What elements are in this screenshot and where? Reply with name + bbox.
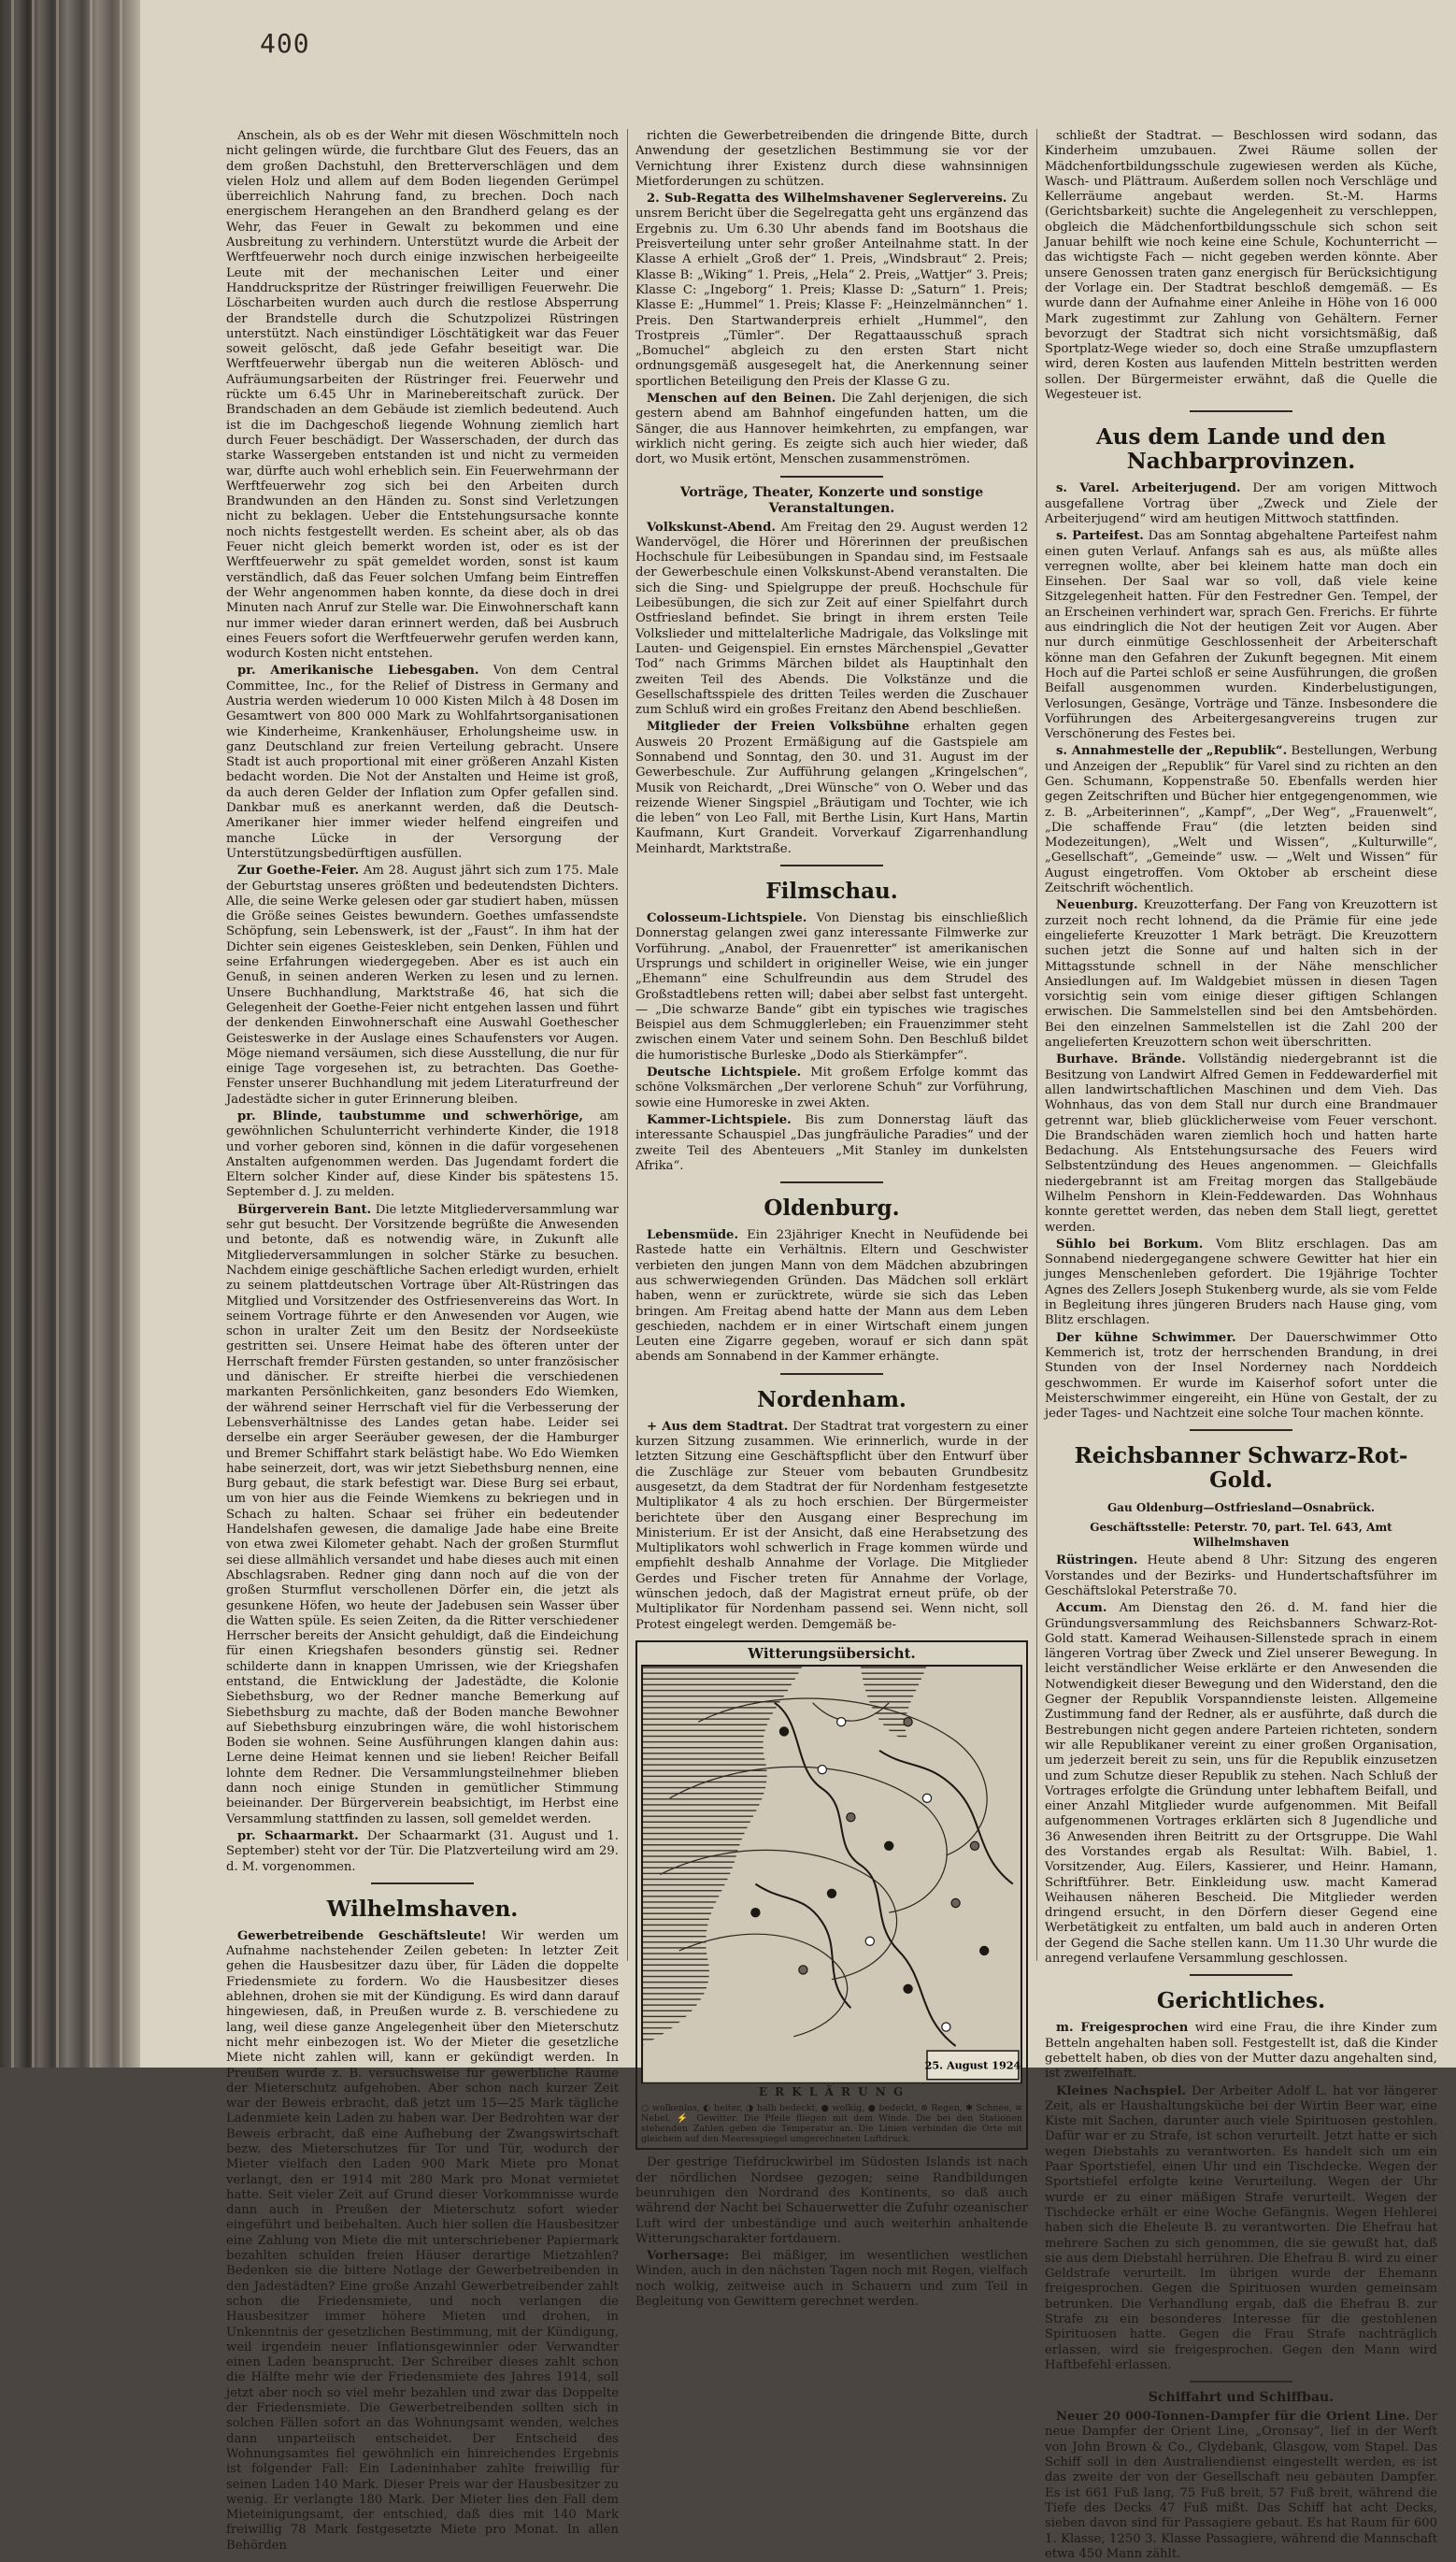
article-text: wird eine Frau, die ihre Kinder zum Betteln angehalten haben soll. Festgestellt ist, daß die Kinder gebettelt haben, ob dies von der Mutter dazu angehalten sind, ist zweifelhaft. bbox=[1045, 2021, 1437, 2082]
article-text: Wir werden um Aufnahme nachstehender Zeilen gebeten: In letzter Zeit gehen die Hausbesitzer dazu über, für Läden die doppelte Friedensmiete zu fordern. Wo die Hausbesitzer dieses ablehnen, drohen sie mit der Kündigung. Es wird dann darauf hingewiesen, daß, in Preußen wurde z. B. verschiedene zu lang, weil diese ganze Angelegenheit über den Mieterschutz nicht mehr einbezogen ist. Wo der Mieter die gesetzliche Miete nicht zahlen will, kann er gekündigt werden. In Preußen wurde z. B. versuchsweise für gewerbliche Räume der Mieterschutz aufgehoben. Aber schon nach kurzer Zeit war der Beweis erbracht, daß jetzt um 15—25 Mark tägliche Ladenmiete kein Laden zu haben war. Der Bedrohten war der Beweis erbracht, daß eine Aufhebung der Zwangswirtschaft bezw. des Mieterschutzes für Tor und Tür, wodurch der Mieter vielfach den Laden 900 Mark Miete pro Monat verlangt, den er 1914 mit 280 Mark pro Monat vermietet hatte. Seit vieler Zeit auf Grund dieser Vorkommnisse wurde dann auch in Preußen der Mieterschutz sofort wieder eingeführt und beibehalten. Auch hier sollen die Hausbesitzer eine Zahlung von Miete die mit unterschriebener Papiermark bezahlten schulden freien Häuser derartige Mietzahlen? Bedenken sie die bittere Notlage der Gewerbetreibenden in den Jadestädten? Eine große Anzahl Gewerbetreibender zahlt schon die Friedensmiete, und noch verlangen die Hausbesitzer immer höhere Mieten und drohen, in Unkenntnis der gesetzlichen Bestimmung, mit der Kündigung, weil irgendein neuer Inflationsgewinnler oder Verwandter einen Laden beansprucht. Der Schreiber dieses zahlt schon die Hälfte mehr wie der Friedensmiete des Jahres 1914, soll jetzt aber noch so viel mehr bezahlen und zwar das Doppelte der Friedensmiete. Die Gewerbetreibenden sollten sich in solchen Fällen sofort an das Wohnungsamt wenden, welches dann unparteiisch entscheidet. Der Entscheid des Wohnungsamtes fiel gewöhnlich ein hinreichendes Ergebnis ist folgender Fall: Ein Ladeninhaber zahlte freiwillig für seinen Laden 140 Mark. Dieser Preis war der Hausbesitzer zu wenig. Er verlangte 180 Mark. Der Mieter lies den Fall dem Mieteinigungsamt, der entschied, daß dies mit 140 Mark freiwillig 78 Mark festgesetzte Miete pro Monat. In allen Behörden bbox=[226, 1928, 619, 2553]
article-lead: pr. Schaarmarkt. bbox=[237, 1828, 359, 1843]
article-paragraph bbox=[1045, 1553, 1437, 1599]
column-rule bbox=[627, 129, 628, 1961]
article-text: Von Dienstag bis einschließlich Donnerstag gelangen zwei ganz interessante Filmwerke zur Vorführung. „Anabol, der Frauenretter“ ist amerikanischen Ursprungs und schildert in origineller Weise, wie ein junger „Ehemann“ eine Schulfreundin aus dem Strudel des Großstadtlebens retten will; dabei aber selbst fast untergeht. — „Die schwarze Bande“ gibt ein typisches wie tragisches Beispiel aus dem Schmugglerleben; ein Frauenzimmer steht zwischen einem Vater und seinem Sohn. Den Beschluß bildet die humoristische Burleske „Dodo als Stierkämpfer“. bbox=[635, 911, 1029, 1063]
subsection-heading: Vorträge, Theater, Konzerte und sonstige Veranstaltungen. bbox=[679, 484, 984, 516]
article-lead: Rüstringen. bbox=[1056, 1553, 1138, 1568]
section-divider bbox=[780, 1181, 883, 1183]
article-paragraph bbox=[1045, 1601, 1437, 1967]
article-paragraph bbox=[226, 864, 619, 1108]
section-divider bbox=[1190, 2381, 1292, 2383]
article-lead: Burhave. Brände. bbox=[1056, 1052, 1186, 1067]
article-paragraph bbox=[635, 1113, 1028, 1174]
subsection-heading: Schiffahrt und Schiffbau. bbox=[1148, 2390, 1335, 2406]
section-heading: Wilhelmshaven. bbox=[326, 1896, 519, 1922]
weather-station-marker bbox=[799, 1966, 807, 1974]
column-2 bbox=[635, 129, 1029, 2309]
article-paragraph bbox=[1045, 481, 1437, 527]
book-binding bbox=[0, 0, 140, 2068]
article-lead: pr. Blinde, taubstumme und schwerhörige, bbox=[237, 1109, 584, 1124]
article-lead: Gewerbetreibende Geschäftsleute! bbox=[237, 1928, 487, 1943]
article-paragraph bbox=[635, 1228, 1028, 1366]
article-lead: + Aus dem Stadtrat. bbox=[647, 1419, 789, 1434]
article-paragraph bbox=[635, 2249, 1028, 2310]
article-text: Bei mäßiger, im wesentlichen westlichen Winden, auch in den nächsten Tagen noch mit Regen, vielfach noch wolkig, zeitweise auch in Schauern und zum Teil in Begleitung von Gewittern gerechnet werden. bbox=[635, 2249, 1028, 2309]
article-paragraph bbox=[1045, 1052, 1437, 1236]
article-lead: Menschen auf den Beinen. bbox=[647, 392, 836, 407]
article-lead: Neuenburg. bbox=[1056, 898, 1138, 913]
article-text: Mit großem Erfolge kommt das schöne Volksmärchen „Der verlorene Schuh“ zur Vorführung, sowie eine Humoreske in zwei Akten. bbox=[635, 1066, 1028, 1110]
article-lead: Accum. bbox=[1056, 1601, 1107, 1616]
article-paragraph bbox=[635, 1420, 1028, 1633]
weather-station-marker bbox=[970, 1841, 978, 1850]
article-text: Anschein, als ob es der Wehr mit diesen Wöschmitteln noch nicht gelingen würde, die furchtbare Glut des Feuers, das an dem großen Dachstuhl, den Bretterverschlägen und dem vielen Holz und allem auf dem Boden liegenden Gerümpel überreichlich Nahrung fand, zu brechen. Doch nach energischem Herangehen an den Brandherd gelang es der Wehr, das Feuer in Gewalt zu bekommen und eine Ausbreitung zu verhindern. Unterstützt wurde die Arbeit der Werftfeuerwehr noch durch einige inzwischen herbeigeeilte Leute mit der mechanischen Leiter und einer Handdruckspritze der Rüstringer freiwilligen Feuerwehr. Die Löscharbeiten wurden auch durch die restlose Absperrung der Brandstelle durch die Schutzpolizei Rüstringen unterstützt. Nach einstündiger Löschtätigkeit war das Feuer soweit gelöscht, daß jede Gefahr beseitigt war. Die Werftfeuerwehr übergab nun die weiteren Ablösch- und Aufräumungsarbeiten der Rüstringer frei. Feuerwehr und rückte um 6.45 Uhr in Marinebereitschaft zurück. Der Brandschaden an dem Gebäude ist ziemlich bedeutend. Auch ist die im Dachgeschoß liegende Wohnung ziemlich hart durch Feuer beschädigt. Der Wasserschaden, der durch das starke Wassergeben entstanden ist und nicht zu vermeiden war, dürfte auch wohl erheblich sein. Ein Feuerwehrmann der Werftfeuerwehr zog sich bei den Arbeiten durch Brandwunden an den Händen zu. Sonst sind Verletzungen nicht zu beklagen. Ueber die Entstehungsursache konnte noch nichts festgestellt werden. Es scheint aber, als ob das Feuer nicht gleich bemerkt worden ist, oder es ist der Werftfeuerwehr zu spät gemeldet worden, sonst ist kaum verständlich, daß das Feuer solchen Umfang beim Eintreffen der Wehr angenommen haben konnte, da diese doch in drei Minuten nach Anruf zur Stelle war. Die Einwohnerschaft kann nur immer wieder daran erinnert werden, daß bei Ausbruch eines Feuers sofort die Werftfeuerwehr gerufen werden kann, wodurch Kosten nicht entstehen. bbox=[226, 129, 619, 662]
section-heading: Oldenburg. bbox=[764, 1195, 900, 1222]
binding-sheet bbox=[120, 0, 122, 2068]
article-text: Von dem Central Committee, Inc., for the Relief of Distress in Germany and Austria werden wiederum 10 000 Kisten Milch à 48 Dosen im Gesamtwert von 800 000 Mark zu Wohlfahrtsorganisationen wie Kinderheime, Krankenhäuser, Erholungsheime usw. in ganz Deutschland zur freien Verteilung gebracht. Unsere Stadt ist auch proportional mit einer größeren Anzahl Kisten bedacht worden. Die Not der Anstalten und Heime ist groß, da auch deren Gelder der Inflation zum Opfer gefallen sind. Dankbar muß es anerkannt werden, daß die Deutsch-Amerikaner hier immer wieder helfend eingreifen und manche Lücke in der Versorgung der Unterstützungsbedürftigen ausfüllen. bbox=[226, 664, 619, 861]
weather-station-marker bbox=[865, 1937, 874, 1945]
article-lead: Mitglieder der Freien Volksbühne bbox=[647, 720, 910, 735]
weather-map bbox=[635, 1640, 1028, 2150]
binding-sheet bbox=[56, 0, 59, 2068]
weather-station-marker bbox=[779, 1727, 788, 1736]
article-text: Bis zum Donnerstag läuft das interessante Schauspiel „Das jungfräuliche Paradies“ und der zweite Teil des Abenteuers „Mit Stanley im dunkelsten Afrika“. bbox=[635, 1112, 1028, 1173]
section-subline: Gau Oldenburg—Ostfriesland—Osnabrück. bbox=[1106, 1501, 1376, 1515]
binding-sheet bbox=[11, 0, 14, 2068]
article-lead: 2. Sub-Regatta des Wilhelmshavener Seglervereins. bbox=[647, 192, 1007, 207]
weather-station-marker bbox=[980, 1947, 989, 1955]
article-text: Das am Sonntag abgehaltene Parteifest nahm einen guten Verlauf. Anfangs sah es aus, als müßte alles verregnen wollte, aber bei kleinem hatte man doch ein Einsehen. Der Saal war so voll, daß viele keine Sitzgelegenheit hatten. Für den Festredner Gen. Tempel, der an Erscheinen verhindert war, sprach Gen. Frerichs. Er führte aus eindringlich die Not der heutigen Zeit vor Augen. Aber nur durch einmütige Geschlossenheit der Arbeiterschaft könne man den Gefahren der Zukunft begegnen. Mit einem Hoch auf die Partei schloß er seine Ausführungen, die großen Beifall ausgenommen wurden. Kinderbelustigungen, Verlosungen, Gesänge, Vorträge und Tänze. Insbesondere die Vorführungen des Arbeitergesangvereins trugen zur Verschönerung des Festes bei. bbox=[1045, 529, 1437, 742]
article-lead: Lebensmüde. bbox=[647, 1228, 739, 1243]
article-text: Die Zahl derjenigen, die sich gestern abend am Bahnhof eingefunden hatten, um die Sänger, die aus Hannover heimkehrten, zu empfangen, war wirklich nicht gering. Es zeigte sich auch hier wieder, daß dort, wo Musik ertönt, Menschen zusammenströmen. bbox=[635, 392, 1028, 467]
article-text: Kreuzotterfang. Der Fang von Kreuzottern ist zurzeit noch recht lohnend, da die Prämie für eine jede eingelieferte Kreuzotter 1 Mark beträgt. Die Kreuzottern suchen jetzt die Sonne auf und halten sich in der Mittagsstunde schnell in der Nähe menschlicher Ansiedlungen auf. Im Waldgebiet müssen in diesen Tagen vorsichtig sein vom einige dieser giftigen Schlangen erwischen. Die Sammelstellen sind bei den Amtsbehörden. Bei den einzelnen Sammelstellen ist die Zahl 200 der angelieferten Kreuzottern schon weit überschritten. bbox=[1045, 898, 1437, 1051]
page-number: 400 bbox=[260, 28, 310, 59]
article-text: Ein 23jähriger Knecht in Neufüdende bei Rastede hatte ein Verhältnis. Eltern und Geschwister verbieten den jungen Mann von dem Mädchen abzubringen aus schwerwiegenden Gründen. Das Mädchen soll erklärt haben, wenn er zurücktrete, würde sie sich das Leben bringen. Am Freitag abend hatte der Mann aus dem Leben geschieden, nachdem er in einer Wirtschaft einem jungen Leuten eine Zigarre gegeben, worauf er sich dann spät abends am Sonnabend in der Kammer erhängte. bbox=[635, 1228, 1028, 1365]
article-text: Der am vorigen Mittwoch ausgefallene Vortrag über „Zweck und Ziele der Arbeiterjugend“ wird am heutigen Mittwoch stattfinden. bbox=[1045, 481, 1437, 526]
weather-map-title: Witterungsübersicht. bbox=[748, 1644, 916, 1662]
article-text: Der Arbeiter Adolf L. hat vor längerer Zeit, als er Haushaltungsküche bei der Wirtin Beer war, eine Kiste mit Sachen, darunter auch viele Spirituosen gestohlen. Dafür war er zu Strafe, ist schon verurteilt. Jetzt hatte er sich wegen Diebstahls zu verantworten. Es handelt sich um ein Paar Sportstiefel, einen Uhr und ein Tischdecke. Wegen der Sportstiefel erfolgte keine Verurteilung. Wegen der Uhr wurde er zu einer mäßigen Strafe verurteilt. Wegen der Tischdecke erhält er eine Woche Gefängnis. Wegen Hehlerei haben sich die Eheleute B. zu verantworten. Die Ehefrau hat mehrere Sachen zu sich genommen, die sie gewußt hat, daß sie aus dem Diebstahl herrühren. Die Ehefrau B. wird zu einer Geldstrafe verurteilt. Im übrigen wurde der Ehemann freigesprochen. Gegen die Spirituosen wurden gemeinsam betrunken. Die Verhandlung ergab, daß die Ehefrau B. zur Strafe zu ein besonderes Interesse für die gestohlenen Spirituosen hatte. Gegen die Frau Strafe nachträglich erlassen, wird sie freigesprochen. Gegen den Mann wird Haftbefehl erlassen. bbox=[1045, 2083, 1437, 2372]
sea-area bbox=[641, 1665, 803, 2046]
article-paragraph bbox=[635, 129, 1028, 190]
article-text: Der Dauerschwimmer Otto Kemmerich ist, trotz der herrschenden Brandung, in drei Stunden von der Insel Norderney nach Norddeich geschwommen. Er wurde im Kaiserhof sofort unter die Meisterschwimmer eingereiht, ein Hüne von Gestalt, der zu jeder Tages- und Nachtzeit eine solche Tour machen könnte. bbox=[1045, 1330, 1437, 1422]
article-lead: Colosseum-Lichtspiele. bbox=[647, 911, 807, 926]
article-text: richten die Gewerbetreibenden die dringende Bitte, durch Anwendung der gesetzlichen Bestimmung sie vor der Vernichtung ihrer Existenz durch diese wahnsinnigen Mietforderungen zu schützen. bbox=[635, 129, 1028, 189]
article-lead: m. Freigesprochen bbox=[1056, 2021, 1189, 2036]
article-lead: Zur Goethe-Feier. bbox=[237, 864, 360, 879]
article-lead: Sühlo bei Borkum. bbox=[1056, 1237, 1204, 1252]
section-heading: Aus dem Lande und den Nachbarprovinzen. bbox=[1095, 424, 1387, 475]
article-text: Vom Blitz erschlagen. Das am Sonnabend niedergegangene schwere Gewitter hat hier ein junges Menschenleben gefordert. Die 19jährige Tochter Agnes des Zellers Joseph Stukenberg wurde, als sie vom Felde in Begleitung ihres jüngeren Bruders nach Hause ging, vom Blitz erschlagen. bbox=[1045, 1237, 1437, 1328]
article-lead: Bürgerverein Bant. bbox=[237, 1202, 372, 1217]
coastline bbox=[755, 1884, 850, 2009]
article-lead: Deutsche Lichtspiele. bbox=[647, 1066, 802, 1081]
article-paragraph bbox=[635, 521, 1028, 719]
weather-station-marker bbox=[837, 1718, 846, 1726]
article-paragraph bbox=[226, 129, 619, 662]
article-paragraph bbox=[226, 1203, 619, 1827]
weather-station-marker bbox=[904, 1718, 912, 1726]
article-lead: s. Varel. Arbeiterjugend. bbox=[1056, 481, 1241, 496]
map-date-label: 25. August 1924 bbox=[924, 2058, 1021, 2072]
article-paragraph bbox=[1045, 744, 1437, 896]
weather-station-marker bbox=[818, 1766, 826, 1774]
article-lead: Kleines Nachspiel. bbox=[1056, 2083, 1187, 2098]
section-divider bbox=[1190, 1429, 1292, 1431]
binding-sheet bbox=[32, 0, 35, 2068]
map-legend-text: ○ wolkenlos, ◐ heiter, ◑ halb bedeckt, ● wolkig, ● bedeckt, ⊗ Regen, ✱ Schnee, ≡ Nebel, ⚡ Gewitter. Die Pfeile fliegen mit dem Winde. Die bei den Stationen stehenden Zahlen geben die Temperatur an. Die Linien verbinden die Orte mit gleichem auf den Meeresspiegel umgerechneten Luftdruck. bbox=[641, 2103, 1022, 2145]
article-text: Am 28. August jährt sich zum 175. Male der Geburtstag unseres größten und bedeutendsten Dichters. Alle, die seine Werke gelesen oder gar studiert haben, müssen die Größe seines Geistes bewundern. Goethes umfassendste Schöpfung, sein Lebenswerk, ist der „Faust“. In ihm hat der Dichter sein eigenes Geisteskleben, sein Denken, Fühlen und seine Erfahrungen wiedergegeben. Aber es ist auch ein Genuß, in seinen anderen Werken zu lesen und zu lernen. Unsere Buchhandlung, Marktstraße 46, hat sich die Gelegenheit der Goethe-Feier nicht entgehen lassen und führt der denkenden Einwohnerschaft eine Auswahl Goethescher Geisteswerke in der Auslage eines Schaufensters vor Augen. Möge niemand versäumen, sich diese Ausstellung, die nur für einige Tage vorgesehen ist, zu betrachten. Das Goethe-Fenster unserer Buchhandlung mit jedem Literaturfreund der Jadestädte sicher in guter Erinnerung bleiben. bbox=[226, 864, 619, 1107]
article-text: Die letzte Mitgliederversammlung war sehr gut besucht. Der Vorsitzende begrüßte die Anwesenden und betonte, daß es notwendig wäre, in Zukunft alle Mitgliederversammlungen in solcher Stärke zu besuchen. Nachdem einige geschäftliche Sachen erledigt wurden, erhielt zu seinem plattdeutschen Vortrage über Alt-Rüstringen das Mitglied und Vorsitzender des Ostfriesenvereins das Wort. In seinem Vortrage führte er den Anwesenden vor Augen, wie schon in uralter Zeit um den Besitz der Nordseeküste gestritten sei. Unsere Heimat habe des öfteren unter der Herrschaft fremder Fürsten gestanden, so unter französischer und dänischer. Er streifte hierbei die verschiedenen markanten Persönlichkeiten, ganz besonders Edo Wiemken, der während seiner Herrschaft viel für die Verbesserung der Lebensverhältnisse des Landes getan habe. Leider sei derselbe ein arger Seeräuber gewesen, der die Hamburger und Bremer Schiffahrt stark belästigt habe. Wo Edo Wiemken habe seinerzeit, dort, was wir jetzt Siebethsburg nennen, eine Burg gebaut, die stark befestigt war. Diese Burg sei erbaut, um von hier aus die Feinde Wiemkens zu bekriegen und in Schach zu halten. Schaar sei früher ein bedeutender Handelshafen gewesen, die damalige Jade habe eine Breite von etwa zwei Kilometer gehabt. Nach der großen Sturmflut sei diese allmählich versandet und habe dieses auch mit einen Abschlagsraben. Redner ging dann noch auf die von der großen Sturmflut verschollenen Dörfer ein, die jetzt als gesunkene Höfen, wo heute der Jadebusen sein Wasser über die Watten spüle. Es seien Zeiten, da die Ritter verschiedener Herrscher bereits der Ansicht gehuldigt, daß die Eindeichung für einen Kriegshafen besonders günstig sei. Redner schilderte dann in knappen Umrissen, wie der Kriegshafen entstand, die Entwicklung der Jadestädte, die Kolonie Siebethsburg, wo der Redner manche Bemerkung auf Siebethsburg zu machte, daß der Boden manche Bewohner auf Siebethsburg einzubringen wäre, die wohl historischem Boden sie wohnen. Seine Ausführungen klangen dahin aus: Lerne deine Heimat kennen und sie lieben! Reicher Beifall lohnte dem Redner. Die Versammlungsteilnehmer blieben dann noch einige Stunden in gemütlicher Stimmung beieinander. Der Bürgerverein beabsichtigt, im Herbst eine Versammlung stattfinden zu lassen, soll gemeldet werden. bbox=[226, 1202, 619, 1826]
article-paragraph bbox=[1045, 1238, 1437, 1329]
weather-map-chart bbox=[641, 1665, 1022, 2084]
article-lead: s. Parteifest. bbox=[1056, 529, 1144, 544]
section-divider bbox=[780, 476, 883, 478]
weather-station-marker bbox=[942, 2023, 950, 2031]
binding-sheet bbox=[90, 0, 93, 2068]
article-text: Bestellungen, Werbung und Anzeigen der „Republik“ für Varel sind zu richten an den Gen. Schumann, Koppenstraße 50. Ebenfalls werden hier gegen Zeitschriften und Bücher hier entgegengenommen, wie z. B. „Arbeiterinnen“, „Kampf“, „Der Weg“, „Frauenwelt“, „Die schaffende Frau“ (die letzten beiden sind Modezeitungen), „Welt und Wissen“, „Kulturwille“, „Gesellschaft“, „Gemeinde“ usw. — „Welt und Wissen“ für August eingetroffen. Vom Oktober ab erscheint diese Zeitschrift wöchentlich. bbox=[1045, 744, 1437, 896]
weather-station-marker bbox=[922, 1794, 931, 1802]
article-lead: Neuer 20 000-Tonnen-Dampfer für die Orient Line. bbox=[1056, 2410, 1410, 2425]
article-text: Heute abend 8 Uhr: Sitzung des engeren Vorstandes und der Bezirks- und Hundertschaftsführer im Geschäftslokal Peterstraße 70. bbox=[1045, 1553, 1437, 1598]
sea-area bbox=[861, 1665, 927, 1741]
article-paragraph bbox=[1045, 2084, 1437, 2374]
section-subline: Geschäftsstelle: Peterstr. 70, part. Tel. 643, Amt Wilhelmshaven bbox=[1090, 1520, 1392, 1550]
article-paragraph bbox=[635, 1066, 1028, 1111]
article-paragraph bbox=[635, 2155, 1028, 2247]
article-paragraph bbox=[1045, 2021, 1437, 2082]
article-text: Zu unsrem Bericht über die Segelregatta geht uns ergänzend das Ergebnis zu. Um 6.30 Uhr abends fand im Bootshaus die Preisverteilung unter sehr großer Anteilnahme statt. In der Klasse A erhielt „Groß der“ 1. Preis, „Windsbraut“ 2. Preis; Klasse B: „Wiking“ 1. Preis, „Hela“ 2. Preis, „Wattjer“ 3. Preis; Klasse C: „Ingeborg“ 1. Preis; Klasse D: „Saturn“ 1. Preis; Klasse E: „Hummel“ 1. Preis; Klasse F: „Heinzelmännchen“ 1. Preis. Den Startwanderpreis erhielt „Hummel“, den Trostpreis „Tümler“. Der Regattaausschuß sprach „Bomuchel“ abgleich zu den ersten Start nicht ordnungsgemäß ausgesegelt hat, die Anerkennung seiner sportlichen Beteiligung den Preis der Klasse G zu. bbox=[635, 192, 1028, 389]
weather-station-marker bbox=[951, 1899, 960, 1908]
weather-station-marker bbox=[885, 1841, 893, 1850]
article-text: Am Freitag den 29. August werden 12 Wandervögel, die Hörer und Hörerinnen der preußischen Hochschule für Leibesübungen in Spandau sind, im Festsaale der Gewerbeschule einen Volkskunst-Abend veranstalten. Die sich die Sing- und Spielgruppe der preuß. Hochschule für Leibesübungen, die sich zur Zeit auf einer Spielfahrt durch Ostfriesland befindet. Sie bringt in ihrem ersten Teile Volkslieder und mittelalterliche Madrigale, das Volkslinge mit Lauten- und Geigenspiel. Ein ernstes Märchenspiel „Gevatter Tod“ nach Grimms Märchen bildet als Hauptinhalt den zweiten Teil des Abends. Die Volkstänze und die Gesellschaftsspiele des dritten Teiles werden die Zuschauer zum Schluß wird ein großes Freitanz den Abend beschließen. bbox=[635, 520, 1028, 718]
article-text: Vollständig niedergebrannt ist die Besitzung von Landwirt Alfred Gemen in Feddewarderfiel mit allen landwirtschaftlichen Maschinen und dem Vieh. Das Wohnhaus, das von dem Stall nur durch eine Brandmauer getrennt war, blieb glücklicherweise vom Feuer verschont. Die Brandschäden waren ziemlich hoch und hatten harte Bedachung. Als Entstehungsursache des Feuers wird Selbstentzündung des Heues angenommen. — Gleichfalls niedergebrannt ist am Freitag morgen das Stallgebäude Wilhelm Penshorn in Klein-Feddewarden. Das Wohnhaus konnte gerettet werden, das neben dem Stall liegt, gerettet werden. bbox=[1045, 1052, 1437, 1235]
section-divider bbox=[1190, 1974, 1292, 1976]
article-text: Der Schaarmarkt (31. August und 1. September) steht vor der Tür. Die Platzverteilung wird am 29. d. M. vorgenommen. bbox=[226, 1828, 619, 1874]
article-text: schließt der Stadtrat. — Beschlossen wird sodann, das Kinderheim umzubauen. Zwei Räume sollen der Mädchenfortbildungsschule zugewiesen werden als Küche, Wasch- und Plättraum. Außerdem sollen noch Verschläge und Kellerräume angebaut werden. St.-M. Harms (Gerichtsbarkeit) suchte die Angelegenheit zu verschleppen, obgleich die Mädchenfortbildungsschule sich schon seit Januar behilft wie noch keine eine Schule, Kochunterricht — das wichtigste Fach — nicht gegeben werden könnte. Aber unsere Genossen traten ganz energisch für Berücksichtigung der Vorlage ein. Der Stadtrat beschloß demgemäß. — Es wurde dann der Aufnahme einer Anleihe in Höhe von 16 000 Mark zugestimmt zur Zahlung von Gehältern. Ferner bevorzugt der Stadtrat sich nicht vorsichtsmäßig, daß Sportplatz-Wege wieder so, doch eine Straße umzupflastern wird, deren Kosten aus laufenden Mitteln bestritten werden sollen. Der Bürgermeister erwähnt, daß die Quelle die Wegesteuer ist. bbox=[1045, 129, 1437, 403]
article-lead: s. Annahmestelle der „Republik“. bbox=[1056, 744, 1288, 759]
article-paragraph bbox=[635, 720, 1028, 857]
article-paragraph bbox=[1045, 2410, 1437, 2562]
weather-station-marker bbox=[904, 1984, 912, 1993]
section-heading: Gerichtliches. bbox=[1156, 1988, 1326, 2014]
article-paragraph bbox=[226, 664, 619, 862]
article-text: erhalten gegen Ausweis 20 Prozent Ermäßigung auf die Gastspiele am Sonnabend und Sonntag, den 30. und 31. August im der Gewerbeschule. Zur Aufführung gelangen „Kringelschen“, Musik von Reichardt, „Drei Wünsche“ von O. Weber und das reizende Wiener Singspiel „Bräutigam und Tochter, wie ich die leben“ von Leo Fall, mit Berthe Lisin, Kurt Hans, Martin Kaufmann, Kurt Grandeit. Vorverkauf Zigarrenhandlung Meinhardt, Marktstraße. bbox=[635, 720, 1028, 856]
article-paragraph bbox=[635, 392, 1028, 467]
article-paragraph bbox=[635, 192, 1028, 390]
article-paragraph bbox=[226, 1829, 619, 1875]
article-lead: Kammer-Lichtspiele. bbox=[647, 1112, 792, 1127]
article-lead: Vorhersage: bbox=[647, 2249, 730, 2264]
section-heading: Nordenham. bbox=[757, 1386, 906, 1412]
column-1 bbox=[226, 129, 619, 2553]
article-paragraph bbox=[1045, 529, 1437, 742]
weather-station-marker bbox=[827, 1889, 835, 1897]
article-lead: pr. Amerikanische Liebesgaben. bbox=[237, 664, 479, 679]
column-rule bbox=[1036, 129, 1037, 1961]
article-paragraph bbox=[226, 1109, 619, 1201]
article-text: Am Dienstag den 26. d. M. fand hier die Gründungsversammlung des Reichsbanners Schwarz-Rot-Gold statt. Kamerad Weihausen-Sillenstede sprach in einem längeren Vortrag über Zweck und Ziel unserer Bewegung. In leicht verständlicher Weise erklärte er den Anwesenden die Notwendigkeit dieser Bewegung und den Widerstand, den die Gegner der Republik Vorspanndienste leisten. Allgemeine Zustimmung fand der Redner, als er ausführte, daß durch die Bestrebungen nicht gegen andere Parteien richteten, sondern wir alle Republikaner vereint zu einer großen Organisation, um jederzeit bereit zu sein, uns für die Republik einzusetzen und zum Schutze dieser Republik zu stehen. Nach Schluß der Vortrages erfolgte die Gründung unter lebhaftem Beifall, und einer Anzahl Mitglieder wurde aufgenommen. Mit Beifall aufgenommenen Vortrages erklärten sich 8 Jugendliche und 36 Anwesenden ihren Beitritt zu der Ortsgruppe. Die Wahl des Vorstandes ergab als Resultat: Wilh. Babiel, 1. Vorsitzender, Aug. Eilers, Kassierer, und Heinr. Hamann, Schriftführer. Betr. Einkleidung usw. macht Kamerad Weihausen näheren Bescheid. Die Mitglieder werden dringend ersucht, in den Dörfern dieser Gegend eine Werbetätigkeit zu entfalten, um bald auch in anderen Orten der Gegend die Sache stellen kann. Um 11.30 Uhr wurde die anregend verlaufene Versammlung geschlossen. bbox=[1045, 1601, 1437, 1967]
map-legend-title: E R K L Ä R U N G bbox=[758, 2085, 906, 2099]
article-paragraph bbox=[635, 911, 1028, 1064]
article-text: Der neue Dampfer der Orient Line, „Oronsay“, lief in der Werft von John Brown & Co., Clydebank, Glasgow, vom Stapel. Das Schiff soll in den Australiendienst eingestellt werden, es ist das zweite der von der Gesellschaft neu gebauten Dampfer. Es ist 661 Fuß lang, 75 Fuß breit, 57 Fuß breit, während die Tiefe des Decks 47 Fuß mißt. Das Schiff hat acht Decks, sieben davon sind für Passagiere gebaut. Es hat Raum für 600 1. Klasse, 1250 3. Klasse Passagiere, während die Mannschaft etwa 450 Mann zählt. bbox=[1045, 2410, 1437, 2561]
article-paragraph bbox=[1045, 898, 1437, 1051]
section-divider bbox=[371, 1882, 474, 1884]
article-lead: Der kühne Schwimmer. bbox=[1056, 1330, 1236, 1345]
article-text: am gewöhnlichen Schulunterricht verhinderte Kinder, die 1918 und vorher geboren sind, können in die dafür vorgesehenen Anstalten aufgenommen werden. Das Jugendamt fordert die Eltern solcher Kinder auf, diese Kinder bis spätestens 15. September d. J. zu melden. bbox=[226, 1109, 619, 1200]
section-divider bbox=[780, 1373, 883, 1375]
weather-station-marker bbox=[751, 1909, 760, 1917]
column-3 bbox=[1045, 129, 1437, 2561]
article-paragraph bbox=[1045, 1331, 1437, 1423]
article-text: Der Stadtrat trat vorgestern zu einer kurzen Sitzung zusammen. Wie erinnerlich, wurde in der letzten Sitzung eine Geschäftspflicht über den Entwurf über die Zuschläge zur Steuer vom bebauten Grundbesitz ausgesetzt, da dem Stadtrat der für Nordenham festgesetzte Multiplikator 4 als zu hoch erschien. Der Bürgermeister berichtete über den Ausgang einer Besprechung im Ministerium. Er ist der Ansicht, daß eine Herabsetzung des Multiplikators wohl schwerlich in Frage kommen würde und empfiehlt deshalb Annahme der Vorlage. Die Mitglieder Gerdes und Fischer treten für Annahme der Vorlage, wünschen jedoch, daß der Magistrat erneut prüfe, ob der Multiplikator für Nordenham passend sei. Wenn nicht, soll Protest eingelegt werden. Demgemäß be- bbox=[635, 1419, 1029, 1632]
section-divider bbox=[780, 865, 883, 866]
article-text: Der gestrige Tiefdruckwirbel im Südosten Islands ist nach der nördlichen Nordsee gezogen; seine Randbildungen beunruhigen den Nordrand des Kontinents, so daß auch während der Nacht bei Schauerwetter die Zufuhr ozeanischer Luft wird der unbeständige und auch weiterhin anhaltende Witterungscharakter fortdauern. bbox=[635, 2155, 1028, 2246]
weather-station-marker bbox=[847, 1813, 855, 1822]
article-lead: Volkskunst-Abend. bbox=[647, 520, 776, 535]
section-heading: Reichsbanner Schwarz-Rot-Gold. bbox=[1074, 1443, 1408, 1494]
section-heading: Filmschau. bbox=[765, 879, 898, 905]
article-paragraph bbox=[226, 1929, 619, 2554]
article-paragraph bbox=[1045, 129, 1437, 403]
section-divider bbox=[1190, 410, 1292, 412]
